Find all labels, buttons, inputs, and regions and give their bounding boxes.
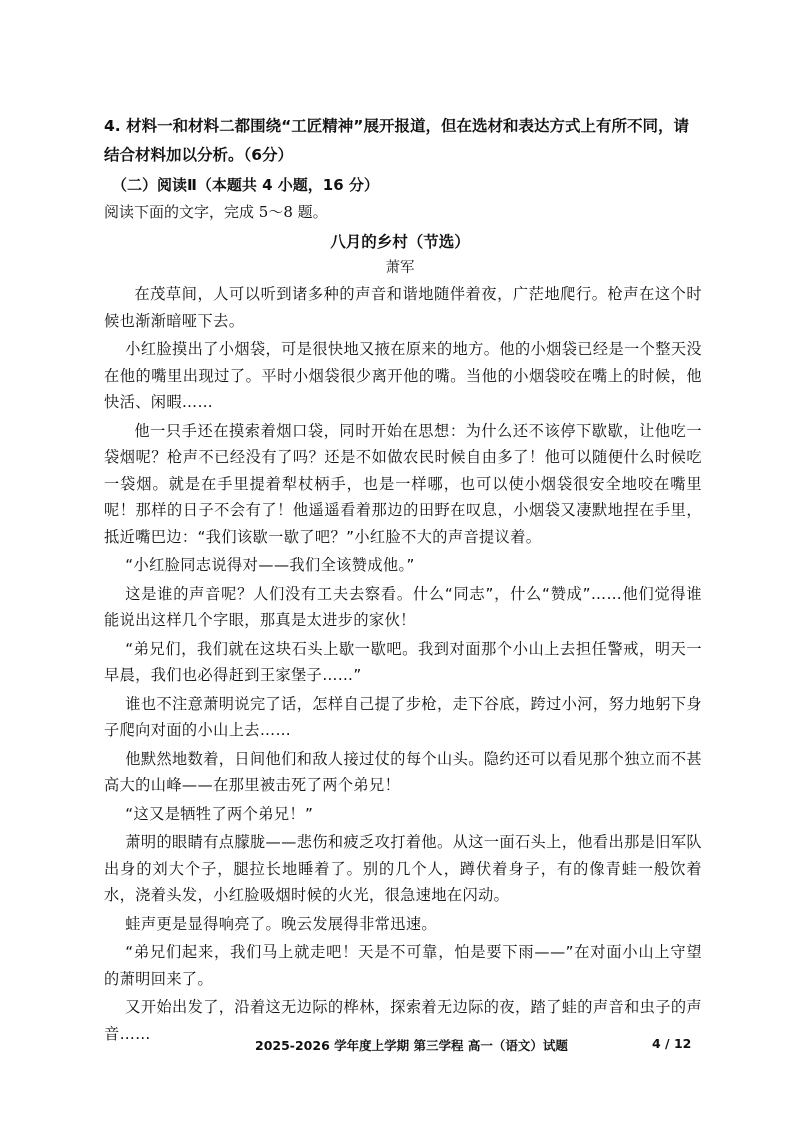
paragraph: “弟兄们起来，我们马上就走吧！天是不可靠，怕是要下雨——”在对面小山上守望的萧明回来了。 [104,943,702,988]
page-number: 4 / 12 [652,1036,692,1051]
paragraph: 蛙声更是显得响亮了。晚云发展得非常迅速。 [125,914,438,933]
paragraph: “这又是牺牲了两个弟兄！” [125,804,314,823]
paragraph: “弟兄们，我们就在这块石头上歇一歇吧。我到对面那个小山上去担任警戒，明天一早晨，我们也必得赶到王家堡子……” [104,639,702,684]
paragraph: 小红脸摸出了小烟袋，可是很快地又掖在原来的地方。他的小烟袋已经是一个整天没在他的嘴里出现过了。平时小烟袋很少离开他的嘴。当他的小烟袋咬在嘴上的时候，他快活、闲暇…… [104,340,703,411]
paragraph: 在茂草间，人可以听到诸多种的声音和谐地随伴着夜，广茫地爬行。枪声在这个时候也渐渐暗哑下去。 [104,285,702,330]
paragraph: 萧明的眼睛有点朦胧——悲伤和疲乏攻打着他。从这一面石头上，他看出那是旧军队出身的刘大个子，腿拉长地睡着了。别的几个人，蹲伏着身子，有的像青蛙一般饮着水，浇着头发，小红脸吸烟时候的火光，很急速地在闪动。 [104,833,703,904]
paragraph: 这是谁的声音呢？人们没有工夫去察看。什么“同志”，什么“赞成”……他们觉得谁能说出这样几个字眼，那真是太进步的家伙！ [104,584,702,629]
article-title: 八月的乡村（节选） [330,232,470,251]
paragraph: 他一只手还在摸索着烟口袋，同时开始在思想：为什么还不该停下歇歇，让他吃一袋烟呢？枪声不已经没有了吗？还是不如做农民时候自由多了！他可以随便什么时候吃一袋烟。就是在手里提着犁杖柄手，也是一样哪，也可以使小烟袋很安全地咬在嘴里呢！那样的日子不会有了！他遥遥看着那边的田野在叹息，小烟袋又凄默地捏在手里，抵近嘴巴边：“我们该歇一歇了吧？”小红脸不大的声音提议着。 [104,421,702,546]
question-4: 4. 材料一和材料二都围绕“工匠精神”展开报道，但在选材和表达方式上有所不同，请结合材料加以分析。（6分） [104,117,689,164]
reading-instruction: 阅读下面的文字，完成 5～8 题。 [104,203,328,221]
paragraph: 谁也不注意萧明说完了话，怎样自己提了步枪，走下谷底，跨过小河，努力地躬下身子爬向对面的小山上去…… [104,694,703,739]
article-body [104,281,702,1049]
paragraph: “小红脸同志说得对——我们全该赞成他。” [125,556,415,574]
section-heading: （二）阅读Ⅱ（本题共 4 小题，16 分） [112,176,379,194]
exam-info: 2025-2026 学年度上学期 第三学程 高一（语文）试题 [255,1038,568,1053]
article-author: 萧军 [385,260,415,276]
paragraph: 又开始出发了，沿着这无边际的桦林，探索着无边际的夜，踏了蛙的声音和虫子的声音…… [104,998,703,1043]
paragraph: 他默然地数着，日间他们和敌人接过仗的每个山头。隐约还可以看见那个独立而不甚高大的山峰——在那里被击死了两个弟兄！ [104,749,703,794]
